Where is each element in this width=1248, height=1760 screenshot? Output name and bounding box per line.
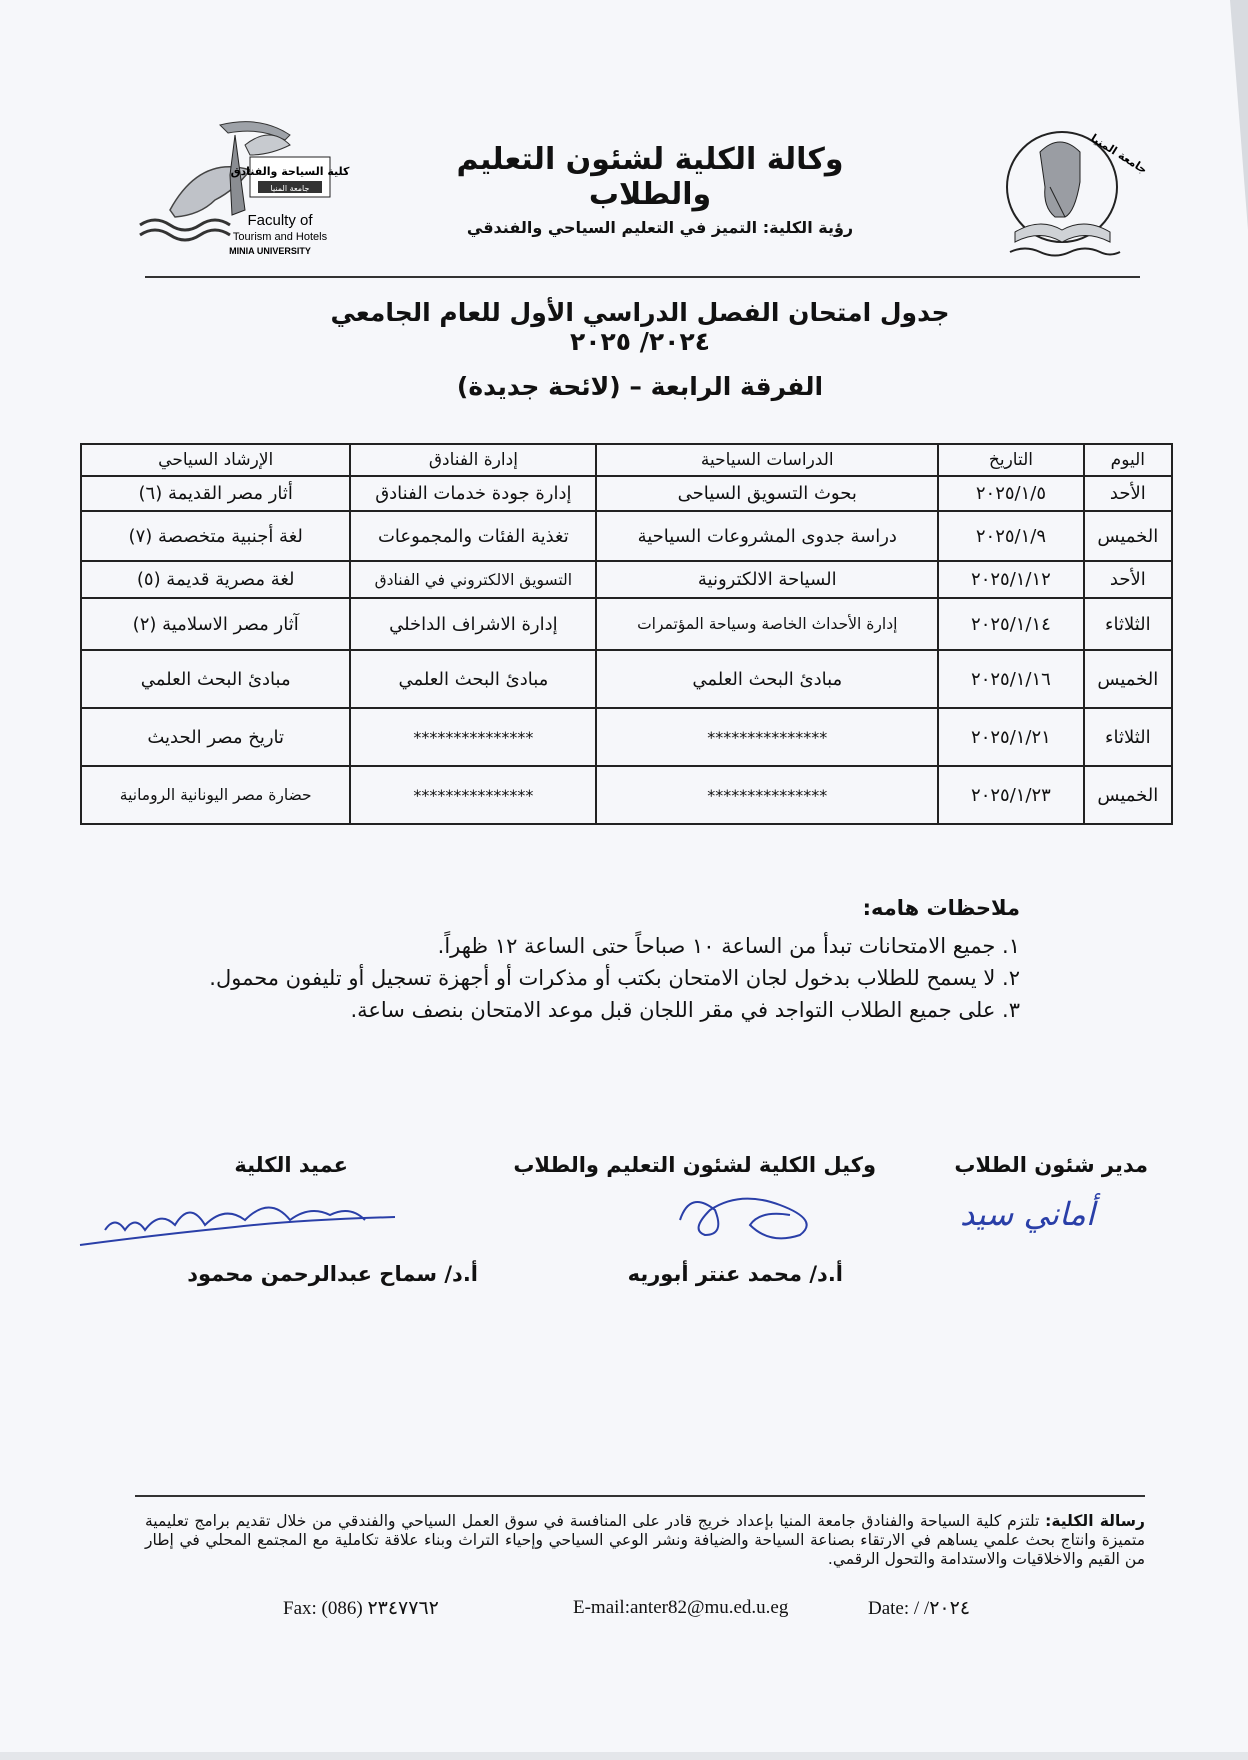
cell-tourism-studies: مبادئ البحث العلمي bbox=[596, 650, 938, 708]
logo-line1: Faculty of bbox=[247, 212, 313, 229]
table-row bbox=[81, 650, 1172, 708]
table-row bbox=[81, 708, 1172, 766]
logo-arabic-sub: جامعة المنيا bbox=[270, 184, 310, 193]
note-item: ٣. على جميع الطلاب التواجد في مقر اللجان قبل موعد الامتحان بنصف ساعة. bbox=[350, 998, 1020, 1022]
cell-day: الأحد bbox=[1084, 476, 1172, 511]
cell-day: الثلاثاء bbox=[1084, 708, 1172, 766]
notes-list bbox=[120, 930, 1020, 1026]
mission-text: تلتزم كلية السياحة والفنادق جامعة المنيا بإعداد خريج قادر على المنافسة في سوق العمل السياحي والفندقي من خلال تقديم برامج تعليمية متميزة وانتاج بحث علمي يساهم في الارتقاء بصناعة السياحة والضيافة ونشر الوعي السياحي وإحياء التراث وبناء علاقة تكاملية مع المجتمع المحلي في إطار من القيم والاخلاقيات والاستدامة والتحول الرقمي. bbox=[145, 1512, 1145, 1568]
table-row bbox=[81, 766, 1172, 824]
cell-hotel-management: تغذية الفئات والمجموعات bbox=[350, 511, 596, 561]
cell-tourism-studies: السياحة الالكترونية bbox=[596, 561, 938, 598]
table-header-row bbox=[81, 444, 1172, 476]
cell-hotel-management: *************** bbox=[350, 708, 596, 766]
page-bottom-edge bbox=[0, 1752, 1248, 1760]
university-logo bbox=[995, 112, 1150, 262]
cell-day: الخميس bbox=[1084, 766, 1172, 824]
cell-hotel-management: التسويق الالكتروني في الفنادق bbox=[350, 561, 596, 598]
footer-date: Date: / /٢٠٢٤ bbox=[868, 1598, 971, 1619]
cell-date: ٢٠٢٥/١/٥ bbox=[938, 476, 1084, 511]
students-manager-signature: أماني سيد bbox=[960, 1195, 1095, 1233]
table-row bbox=[81, 598, 1172, 650]
cell-tour-guidance: حضارة مصر اليونانية الرومانية bbox=[81, 766, 350, 824]
cell-tourism-studies: دراسة جدوى المشروعات السياحية bbox=[596, 511, 938, 561]
schedule-subtitle: الفرقة الرابعة – (لائحة جديدة) bbox=[456, 372, 824, 401]
schedule-title: جدول امتحان الفصل الدراسي الأول للعام الجامعي ٢٠٢٤/ ٢٠٢٥ bbox=[330, 298, 950, 356]
faculty-mission bbox=[145, 1512, 1145, 1569]
cell-date: ٢٠٢٥/١/١٤ bbox=[938, 598, 1084, 650]
header-date: التاريخ bbox=[938, 444, 1084, 476]
cell-date: ٢٠٢٥/١/٢٣ bbox=[938, 766, 1084, 824]
cell-tour-guidance: تاريخ مصر الحديث bbox=[81, 708, 350, 766]
cell-day: الثلاثاء bbox=[1084, 598, 1172, 650]
logo-line3: MINIA UNIVERSITY bbox=[229, 246, 311, 256]
table-body bbox=[81, 476, 1172, 824]
cell-date: ٢٠٢٥/١/١٦ bbox=[938, 650, 1084, 708]
cell-tour-guidance: لغة أجنبية متخصصة (٧) bbox=[81, 511, 350, 561]
faculty-vision: رؤية الكلية: التميز في التعليم السياحي والفندقي bbox=[466, 218, 854, 237]
cell-tour-guidance: لغة مصرية قديمة (٥) bbox=[81, 561, 350, 598]
logo-arabic-text: كلية السياحة والفنادق bbox=[230, 165, 350, 178]
cell-date: ٢٠٢٥/١/١٢ bbox=[938, 561, 1084, 598]
cell-date: ٢٠٢٥/١/٢١ bbox=[938, 708, 1084, 766]
university-logo-icon bbox=[995, 112, 1150, 262]
cell-tour-guidance: أثار مصر القديمة (٦) bbox=[81, 476, 350, 511]
header-day: اليوم bbox=[1084, 444, 1172, 476]
cell-tourism-studies: بحوث التسويق السياحى bbox=[596, 476, 938, 511]
cell-tourism-studies: *************** bbox=[596, 708, 938, 766]
cell-hotel-management: مبادئ البحث العلمي bbox=[350, 650, 596, 708]
header-hotel-management: إدارة الفنادق bbox=[350, 444, 596, 476]
cell-tourism-studies: إدارة الأحداث الخاصة وسياحة المؤتمرات bbox=[596, 598, 938, 650]
vice-dean-name: أ.د/ محمد عنتر أبوريه bbox=[627, 1262, 843, 1286]
cell-day: الخميس bbox=[1084, 650, 1172, 708]
students-manager-title: مدير شئون الطلاب bbox=[954, 1153, 1148, 1177]
dean-name: أ.د/ سماح عبدالرحمن محمود bbox=[187, 1262, 478, 1286]
cell-tourism-studies: *************** bbox=[596, 766, 938, 824]
exam-schedule-table bbox=[80, 443, 1173, 825]
cell-day: الأحد bbox=[1084, 561, 1172, 598]
header-tourism-studies: الدراسات السياحية bbox=[596, 444, 938, 476]
faculty-logo bbox=[140, 115, 380, 263]
vice-dean-title: وكيل الكلية لشئون التعليم والطلاب bbox=[513, 1153, 876, 1177]
university-logo-text: جامعة المنيا bbox=[1088, 131, 1150, 177]
footer-email: E-mail:anter82@mu.ed.u.eg bbox=[573, 1597, 789, 1618]
header-divider bbox=[145, 276, 1140, 278]
cell-hotel-management: *************** bbox=[350, 766, 596, 824]
table-row bbox=[81, 476, 1172, 511]
table-row bbox=[81, 561, 1172, 598]
cell-hotel-management: إدارة الاشراف الداخلي bbox=[350, 598, 596, 650]
notes-title: ملاحظات هامه: bbox=[862, 896, 1020, 920]
dean-signature-icon bbox=[75, 1195, 405, 1255]
note-item: ١. جميع الامتحانات تبدأ من الساعة ١٠ صباحاً حتى الساعة ١٢ ظهراً. bbox=[437, 934, 1020, 958]
faculty-logo-icon bbox=[140, 115, 380, 263]
cell-tour-guidance: آثار مصر الاسلامية (٢) bbox=[81, 598, 350, 650]
folded-corner bbox=[1230, 0, 1248, 230]
logo-line2: Tourism and Hotels bbox=[232, 231, 328, 243]
footer-fax: Fax: (086) ٢٣٤٧٧٦٢ bbox=[283, 1598, 439, 1619]
cell-hotel-management: إدارة جودة خدمات الفنادق bbox=[350, 476, 596, 511]
cell-tour-guidance: مبادئ البحث العلمي bbox=[81, 650, 350, 708]
mission-label: رسالة الكلية: bbox=[1045, 1512, 1145, 1530]
note-item: ٢. لا يسمح للطلاب بدخول لجان الامتحان بكتب أو مذكرات أو أجهزة تسجيل أو تليفون محمول. bbox=[209, 966, 1020, 990]
vice-dean-signature-icon bbox=[660, 1180, 860, 1250]
footer-divider bbox=[135, 1495, 1145, 1497]
agency-title: وكالة الكلية لشئون التعليم والطلاب bbox=[456, 142, 844, 212]
cell-day: الخميس bbox=[1084, 511, 1172, 561]
cell-date: ٢٠٢٥/١/٩ bbox=[938, 511, 1084, 561]
dean-title: عميد الكلية bbox=[234, 1153, 348, 1177]
table-row bbox=[81, 511, 1172, 561]
header-tour-guidance: الإرشاد السياحي bbox=[81, 444, 350, 476]
